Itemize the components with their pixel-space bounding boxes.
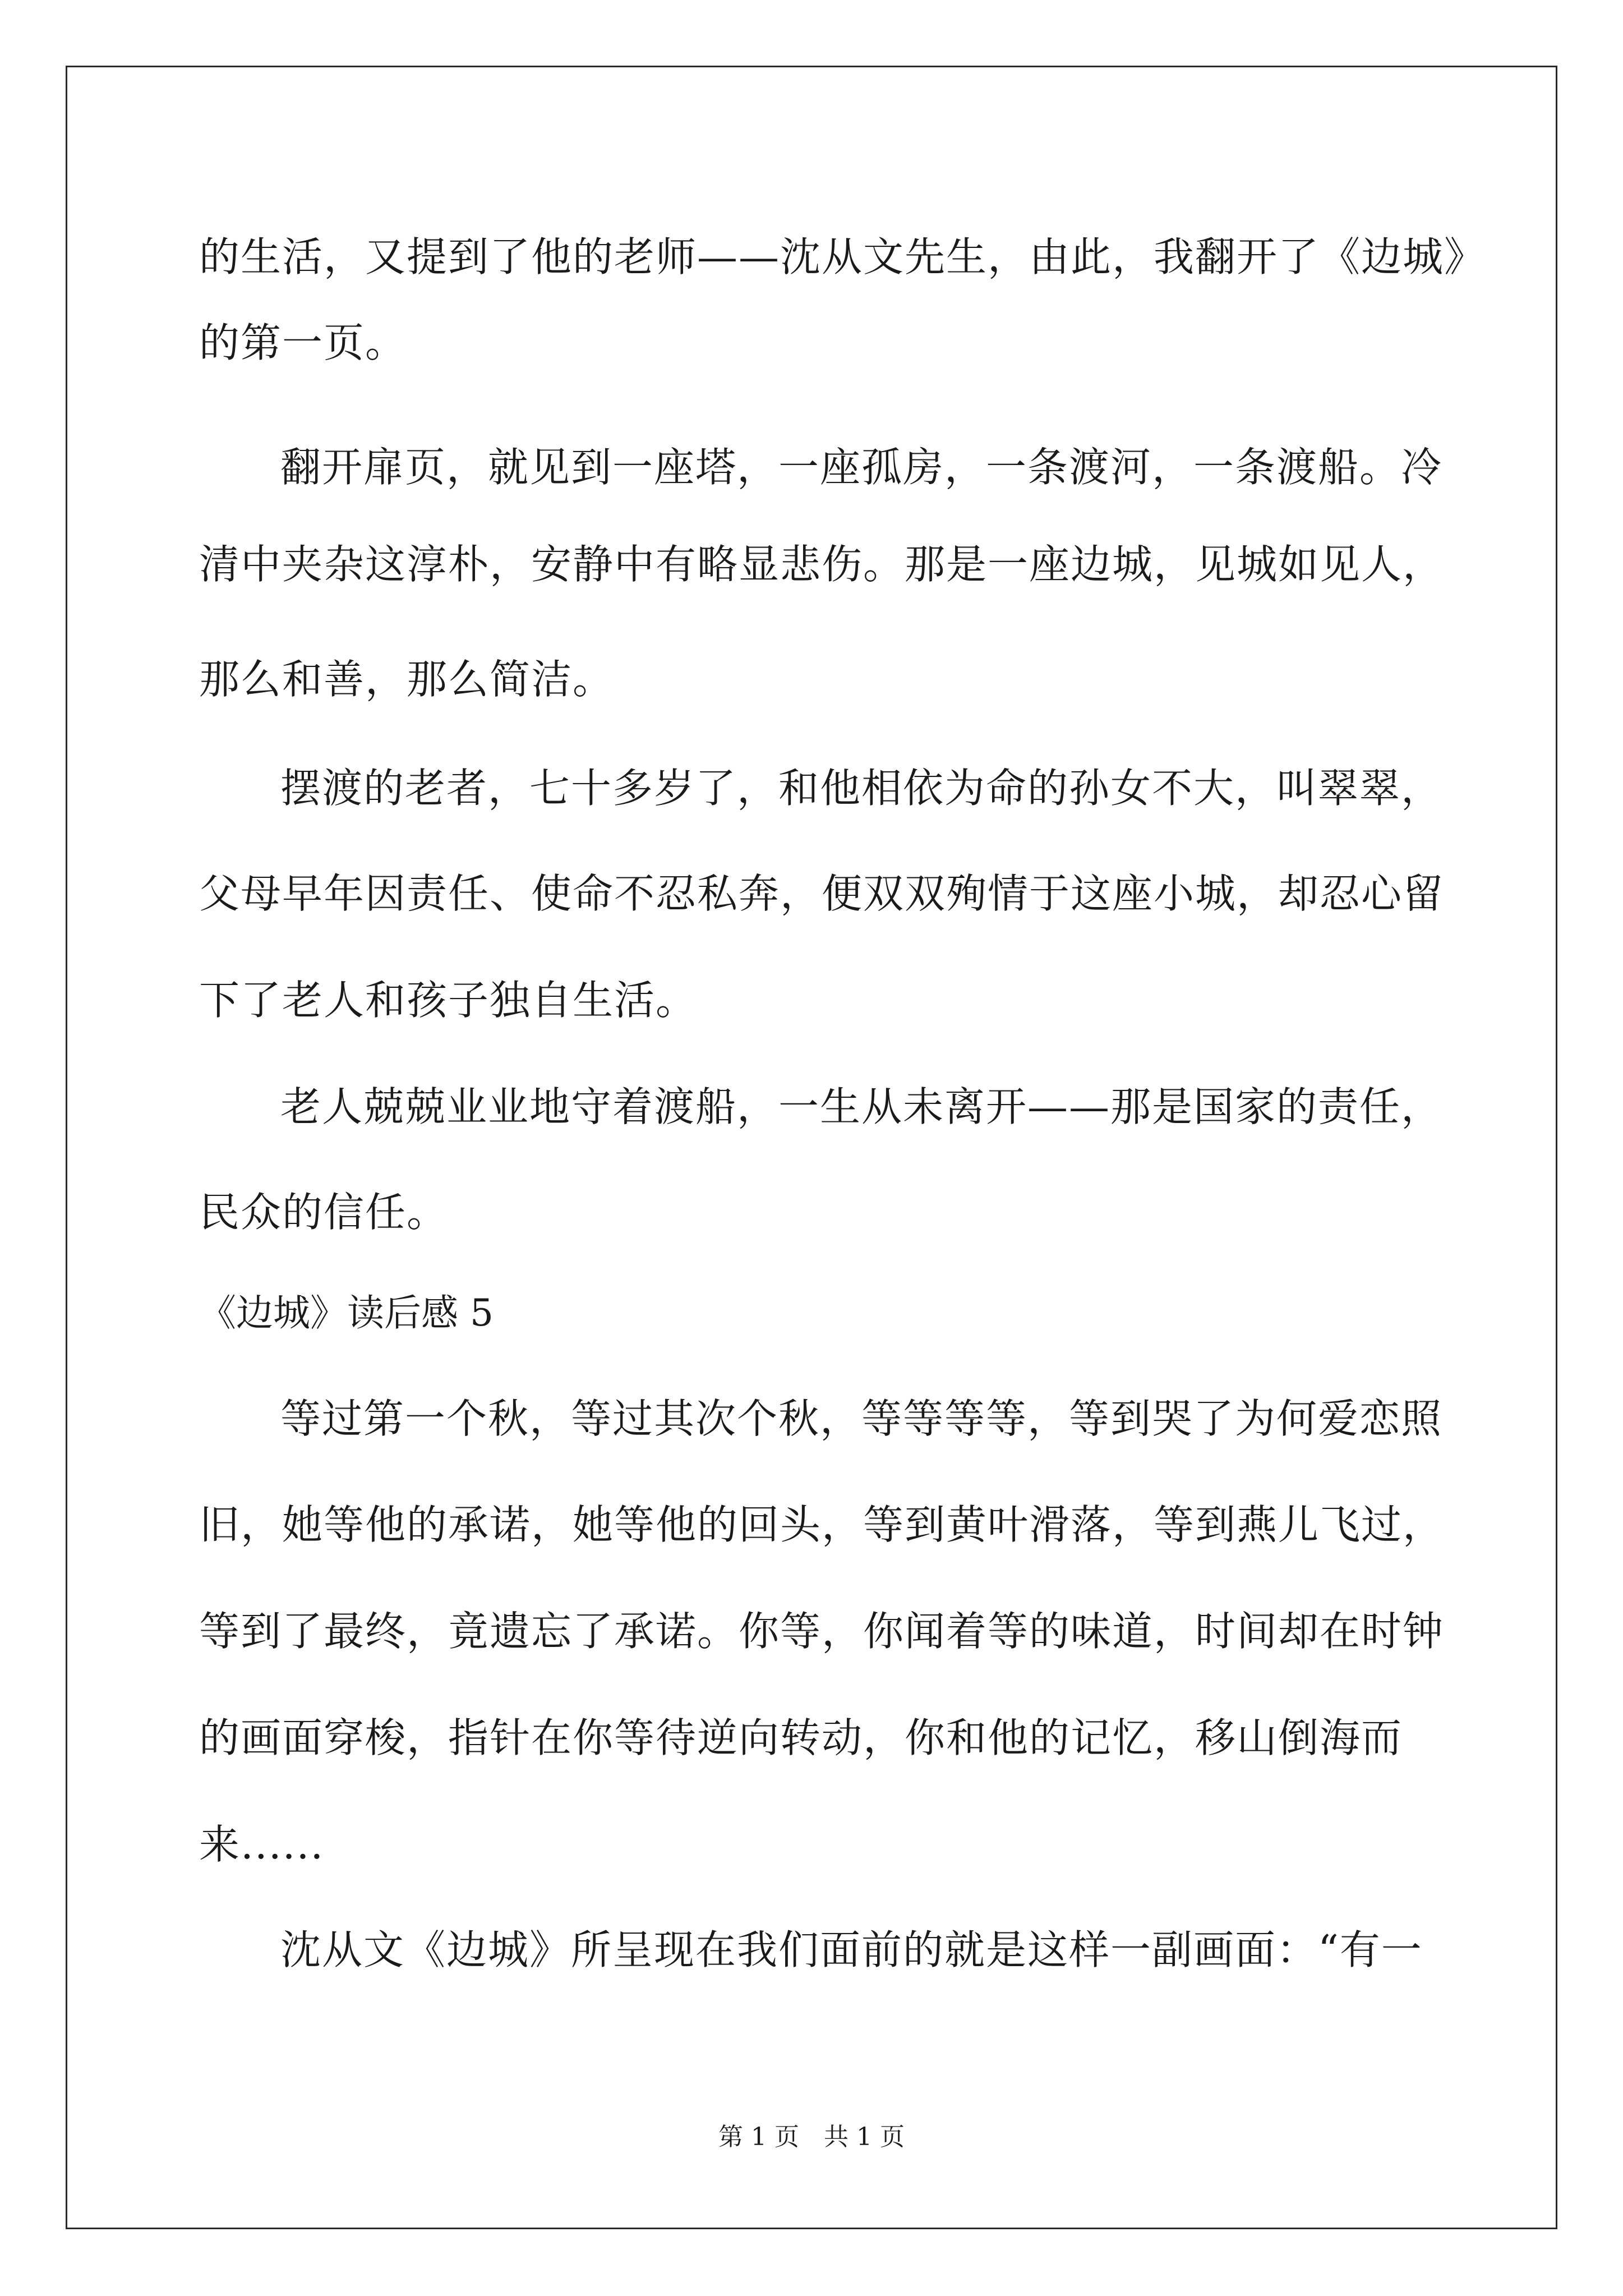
text-line: 来...... [199,1821,325,1868]
paragraph-start-line: 老人兢兢业业地守着渡船，一生从未离开——那是国家的责任， [280,1083,1443,1130]
text-line: 旧，她等他的承诺，她等他的回头，等到黄叶滑落，等到燕儿飞过， [199,1501,1445,1548]
page-border [66,66,1557,2229]
text-line: 父母早年因责任、使命不忍私奔，便双双殉情于这座小城，却忍心留 [199,870,1445,917]
paragraph-start-line: 沈从文《边城》所呈现在我们面前的就是这样一副画面：“有一 [280,1926,1423,1973]
paragraph-start-line: 翻开扉页，就见到一座塔，一座孤房，一条渡河，一条渡船。冷 [280,444,1443,491]
paragraph-start-line: 等过第一个秋，等过其次个秋，等等等等，等到哭了为何爱恋照 [280,1395,1443,1442]
section-heading: 《边城》读后感 5 [199,1291,494,1335]
text-line: 清中夹杂这淳朴，安静中有略显悲伤。那是一座边城，见城如见人， [199,541,1445,588]
text-line: 的生活，又提到了他的老师——沈从文先生，由此，我翻开了《边城》 [199,233,1486,280]
paragraph-start-line: 摆渡的老者，七十多岁了，和他相依为命的孙女不大，叫翠翠， [280,765,1443,812]
text-line: 下了老人和孩子独自生活。 [199,977,698,1024]
text-line: 的第一页。 [199,319,407,366]
text-line: 民众的信任。 [199,1189,449,1236]
text-line: 的画面穿梭，指针在你等待逆向转动，你和他的记忆，移山倒海而 [199,1714,1403,1761]
text-line: 那么和善，那么简洁。 [199,656,615,703]
text-line: 等到了最终，竟遗忘了承诺。你等，你闻着等的味道，时间却在时钟 [199,1608,1445,1655]
page-number-footer: 第 1 页 共 1 页 [718,2123,905,2151]
